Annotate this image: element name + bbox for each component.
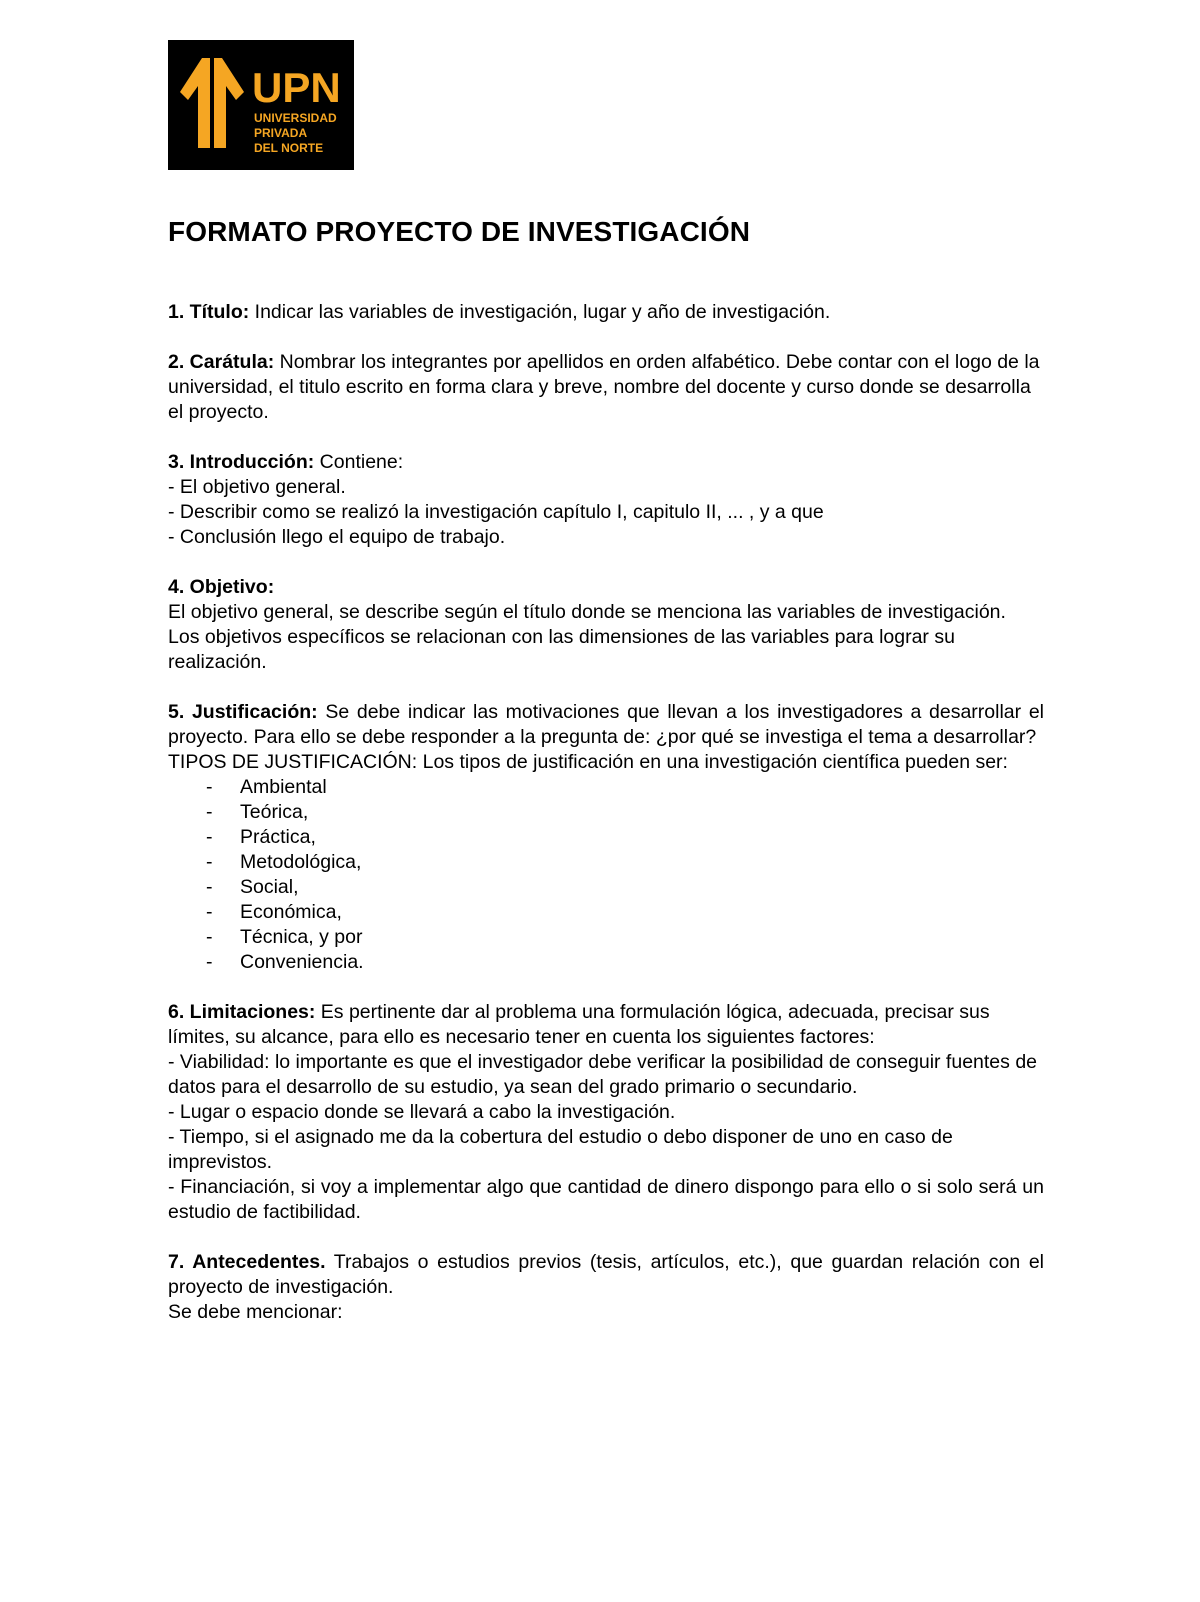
section-introduccion bbox=[168, 450, 1044, 475]
section-justificacion-text: Se debe indicar las motivaciones que llevan a los investigadores a desarrollar el proyecto. Para ello se debe responder a la pregunta de: ¿por qué se investiga el tema a desarrollar? bbox=[168, 701, 1044, 748]
section-objetivo bbox=[168, 575, 1044, 600]
section-objetivo-heading: 4. Objetivo: bbox=[168, 576, 275, 598]
section-justificacion bbox=[168, 700, 1044, 750]
list-item: - Conveniencia. bbox=[206, 951, 364, 973]
list-item: - Metodológica, bbox=[206, 851, 362, 873]
section-titulo-heading: 1. Título: bbox=[168, 301, 250, 323]
justificacion-tipos: TIPOS DE JUSTIFICACIÓN: Los tipos de justificación en una investigación científica pueden ser: bbox=[168, 751, 1008, 773]
document-body bbox=[168, 212, 1044, 1325]
list-item: - Económica, bbox=[206, 901, 342, 923]
section-limitaciones-heading: 6. Limitaciones: bbox=[168, 1001, 316, 1023]
list-item: - Tiempo, si el asignado me da la cobertura del estudio o debo disponer de uno en caso de imprevistos. bbox=[168, 1126, 953, 1173]
section-antecedentes bbox=[168, 1250, 1044, 1300]
section-limitaciones-text: Es pertinente dar al problema una formulación lógica, adecuada, precisar sus límites, su alcance, para ello es necesario tener en cuenta los siguientes factores: bbox=[168, 1001, 990, 1048]
justificacion-list bbox=[168, 775, 1044, 975]
section-caratula-heading: 2. Carátula: bbox=[168, 351, 275, 373]
section-justificacion-heading: 5. Justificación: bbox=[168, 701, 318, 723]
section-antecedentes-mencionar: Se debe mencionar: bbox=[168, 1301, 343, 1323]
document-title: FORMATO PROYECTO DE INVESTIGACIÓN bbox=[168, 216, 751, 247]
list-item: - Teórica, bbox=[206, 801, 309, 823]
section-limitaciones bbox=[168, 1000, 1044, 1050]
list-item: - El objetivo general. bbox=[168, 476, 346, 498]
list-item: - Conclusión llego el equipo de trabajo. bbox=[168, 526, 506, 548]
section-objetivo-general: El objetivo general, se describe según el título donde se menciona las variables de investigación. bbox=[168, 601, 1006, 623]
section-titulo bbox=[168, 300, 1044, 325]
section-introduccion-text: Contiene: bbox=[314, 451, 404, 473]
list-item: - Lugar o espacio donde se llevará a cabo la investigación. bbox=[168, 1101, 676, 1123]
logo-brand-text: UPN bbox=[252, 64, 341, 111]
list-item: - Describir como se realizó la investigación capítulo I, capitulo II, ... , y a que bbox=[168, 501, 824, 523]
section-objetivo-especificos: Los objetivos específicos se relacionan con las dimensiones de las variables para lograr su realización. bbox=[168, 626, 955, 673]
list-item: - Social, bbox=[206, 876, 299, 898]
logo-line3: DEL NORTE bbox=[254, 141, 324, 155]
section-antecedentes-heading: 7. Antecedentes. bbox=[168, 1251, 326, 1273]
list-item: - Ambiental bbox=[206, 776, 327, 798]
section-antecedentes-text: Trabajos o estudios previos (tesis, artículos, etc.), que guardan relación con el proyecto de investigación. bbox=[168, 1251, 1045, 1298]
list-item: - Viabilidad: lo importante es que el investigador debe verificar la posibilidad de conseguir fuentes de datos para el desarrollo de su estudio, ya sean del grado primario o secundario. bbox=[168, 1051, 1038, 1098]
section-caratula bbox=[168, 350, 1044, 425]
list-item: - Práctica, bbox=[206, 826, 316, 848]
section-introduccion-heading: 3. Introducción: bbox=[168, 451, 315, 473]
list-item: - Financiación, si voy a implementar algo que cantidad de dinero dispongo para ello o si solo será un estudio de factibilidad. bbox=[168, 1176, 1044, 1223]
list-item: - Técnica, y por bbox=[206, 926, 363, 948]
logo-line2: PRIVADA bbox=[254, 126, 308, 140]
logo-line1: UNIVERSIDAD bbox=[254, 111, 337, 125]
section-titulo-text: Indicar las variables de investigación, lugar y año de investigación. bbox=[249, 301, 831, 323]
upn-logo bbox=[168, 40, 354, 170]
section-caratula-text: Nombrar los integrantes por apellidos en orden alfabético. Debe contar con el logo de la universidad, el titulo escrito en forma clara y breve, nombre del docente y curso donde se desarrolla el proyecto. bbox=[168, 351, 1040, 423]
upn-logo-graphic bbox=[168, 40, 354, 170]
